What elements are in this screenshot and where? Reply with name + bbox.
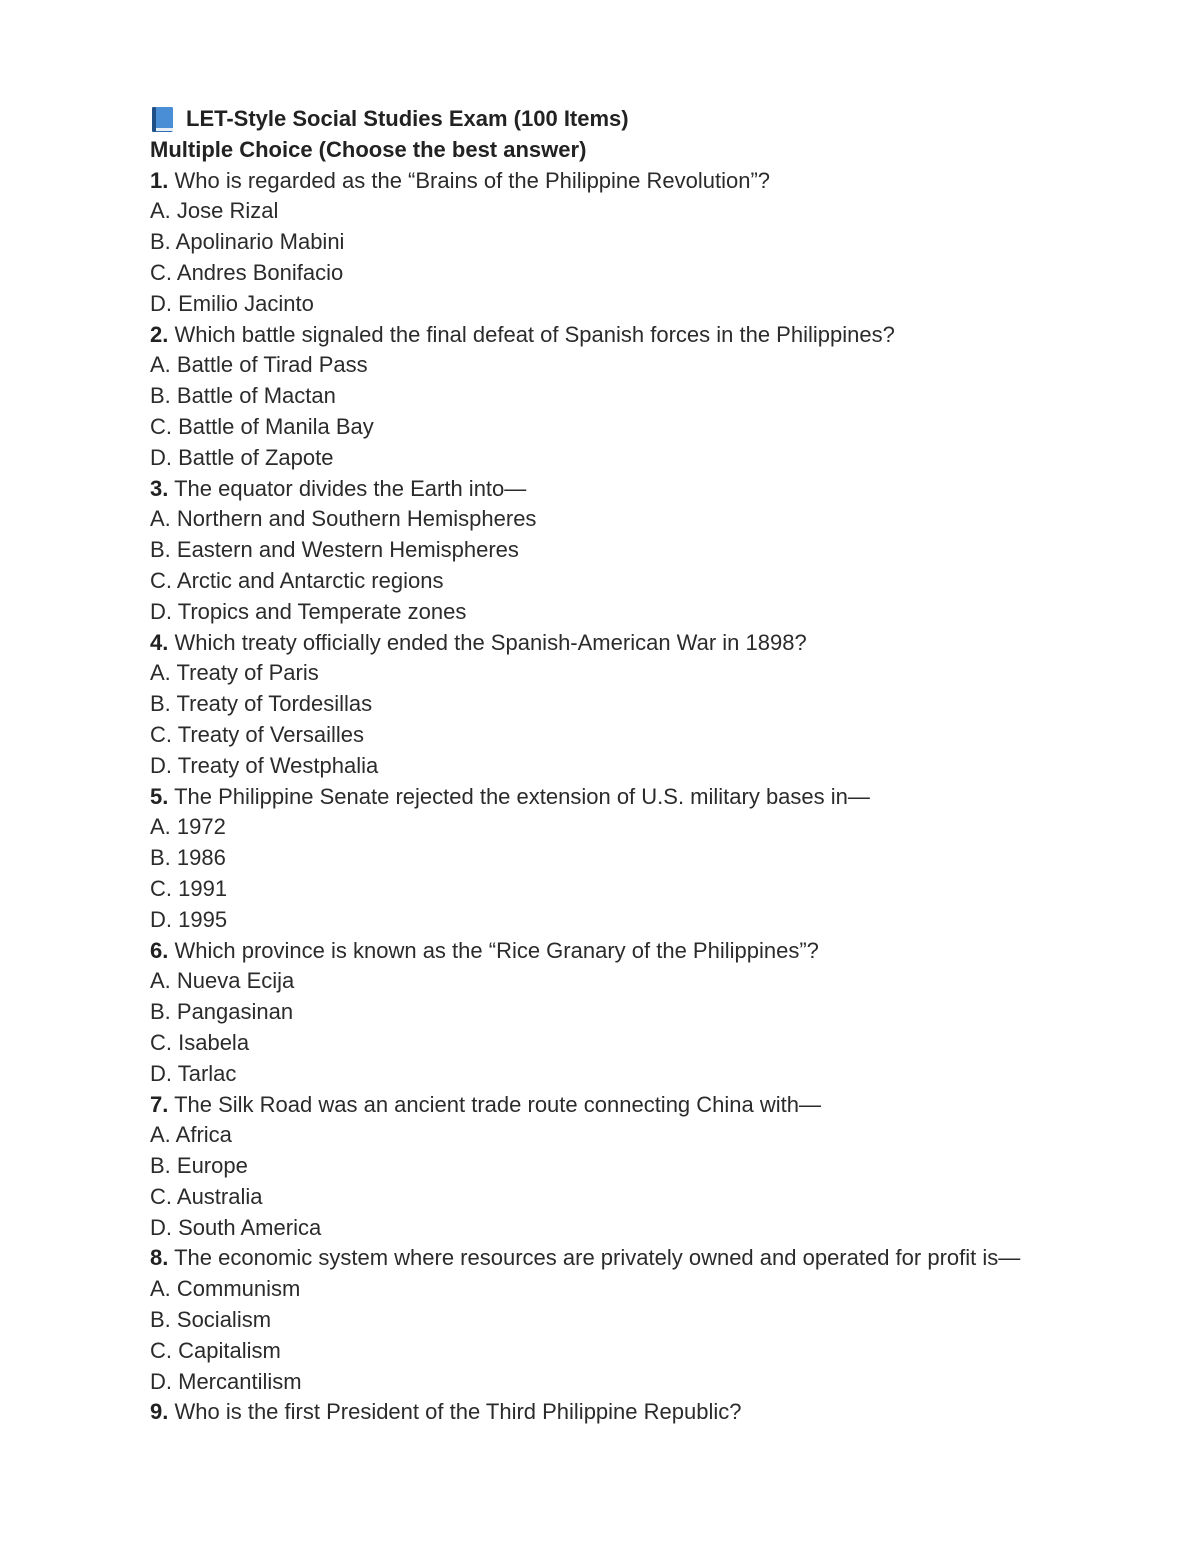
- answer-choice: C. Arctic and Antarctic regions: [150, 567, 444, 593]
- exam-title: LET-Style Social Studies Exam (100 Items): [186, 106, 629, 131]
- question-block: [150, 936, 1050, 1090]
- question-block: [150, 1397, 1050, 1428]
- answer-choice: B. Treaty of Tordesillas: [150, 691, 373, 717]
- answer-choice: B. Battle of Mactan: [150, 383, 336, 409]
- question-number: 7.: [150, 1091, 169, 1117]
- question-number: 8.: [150, 1245, 169, 1271]
- answer-choice: D. Tropics and Temperate zones: [150, 598, 467, 624]
- question-number: 4.: [150, 629, 169, 655]
- answer-choice: A. 1972: [150, 814, 226, 840]
- question-text: Who is the first President of the Third Philippine Republic?: [174, 1399, 742, 1425]
- question-text-line: [150, 782, 1050, 813]
- question-block: [150, 628, 1050, 782]
- question-text-line: [150, 474, 1050, 505]
- question-text-line: [150, 166, 1050, 197]
- answer-choice: D. 1995: [150, 906, 228, 932]
- answer-choice: C. Isabela: [150, 1029, 250, 1055]
- blue-book-icon: [150, 106, 176, 133]
- question-number: 9.: [150, 1399, 169, 1425]
- question-block: [150, 166, 1050, 320]
- answer-choice: B. Europe: [150, 1153, 248, 1179]
- answer-choice: D. Battle of Zapote: [150, 444, 334, 470]
- answer-choice: B. Pangasinan: [150, 999, 294, 1025]
- answer-choice: A. Battle of Tirad Pass: [150, 352, 368, 378]
- question-block: [150, 1090, 1050, 1244]
- question-text: Which province is known as the “Rice Granary of the Philippines”?: [174, 937, 819, 963]
- answer-choice: C. Capitalism: [150, 1337, 281, 1363]
- question-block: [150, 782, 1050, 936]
- answer-choice: A. Africa: [150, 1122, 232, 1148]
- question-text-line: [150, 1090, 1050, 1121]
- question-number: 6.: [150, 937, 169, 963]
- answer-choice: C. Treaty of Versailles: [150, 721, 364, 747]
- answer-choice: D. Treaty of Westphalia: [150, 752, 379, 778]
- exam-title-row: [150, 104, 1050, 135]
- question-text-line: [150, 320, 1050, 351]
- answer-choice: D. Tarlac: [150, 1060, 237, 1086]
- question-text: The economic system where resources are privately owned and operated for profit is—: [174, 1245, 1021, 1271]
- question-text: Who is regarded as the “Brains of the Philippine Revolution”?: [174, 167, 771, 193]
- question-text-line: [150, 1397, 1050, 1428]
- answer-choice: C. Australia: [150, 1183, 263, 1209]
- answer-choice: C. Andres Bonifacio: [150, 259, 344, 285]
- question-number: 3.: [150, 475, 169, 501]
- answer-choice: D. Emilio Jacinto: [150, 290, 314, 316]
- question-number: 1.: [150, 167, 169, 193]
- question-text: Which treaty officially ended the Spanish-American War in 1898?: [174, 629, 807, 655]
- exam-subtitle: Multiple Choice (Choose the best answer): [150, 136, 587, 162]
- question-list: [150, 166, 1050, 1429]
- question-text: The Philippine Senate rejected the extension of U.S. military bases in—: [174, 783, 870, 809]
- question-block: [150, 1243, 1050, 1397]
- question-text: The equator divides the Earth into—: [174, 475, 527, 501]
- question-text-line: [150, 1243, 1050, 1274]
- answer-choice: A. Jose Rizal: [150, 198, 279, 224]
- answer-choice: A. Northern and Southern Hemispheres: [150, 506, 537, 532]
- question-text-line: [150, 628, 1050, 659]
- question-text: Which battle signaled the final defeat of Spanish forces in the Philippines?: [174, 321, 895, 347]
- answer-choice: B. Eastern and Western Hemispheres: [150, 537, 519, 563]
- question-block: [150, 474, 1050, 628]
- exam-document: [150, 104, 1050, 1428]
- answer-choice: A. Communism: [150, 1276, 301, 1302]
- answer-choice: C. 1991: [150, 875, 228, 901]
- answer-choice: C. Battle of Manila Bay: [150, 413, 374, 439]
- answer-choice: A. Nueva Ecija: [150, 968, 295, 994]
- answer-choice: A. Treaty of Paris: [150, 660, 319, 686]
- answer-choice: D. Mercantilism: [150, 1368, 302, 1394]
- answer-choice: B. Apolinario Mabini: [150, 229, 345, 255]
- question-number: 5.: [150, 783, 169, 809]
- question-text-line: [150, 936, 1050, 967]
- question-text: The Silk Road was an ancient trade route connecting China with—: [174, 1091, 821, 1117]
- answer-choice: D. South America: [150, 1214, 322, 1240]
- question-number: 2.: [150, 321, 169, 347]
- answer-choice: B. 1986: [150, 845, 226, 871]
- answer-choice: B. Socialism: [150, 1307, 272, 1333]
- question-block: [150, 320, 1050, 474]
